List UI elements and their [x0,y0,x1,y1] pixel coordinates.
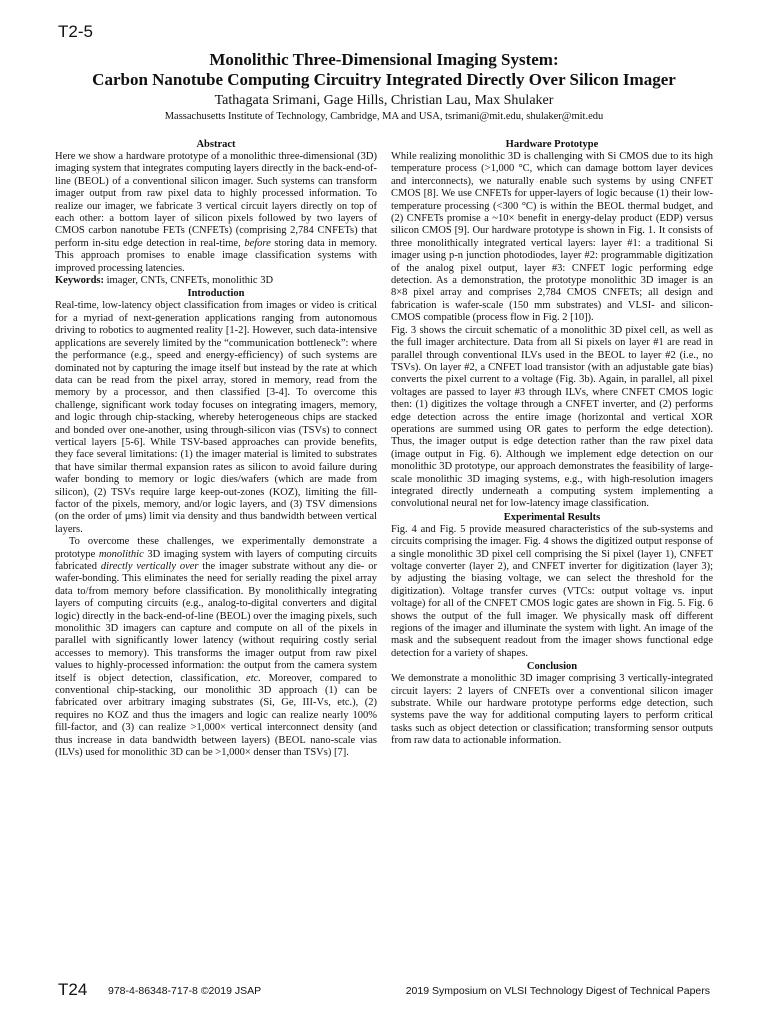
conclusion-paragraph: We demonstrate a monolithic 3D imager comprising 3 vertically-integrated circuit layers: 2 layers of CNFETs over a conventional silicon imager substrate. While our hardware prototype performs edge detection, such systems pave the way for additional computing layers to perform critical tasks such as object detection or classification; transforming sensor outputs from raw data to actionable information. [391,673,713,747]
hardware-paragraph-1: While realizing monolithic 3D is challenging with Si CMOS due to its high temperature process (>1,000 °C, which can damage bottom layer devices and interconnects), we naturally enable such systems by using CNFET CMOS [8]. We use CNFETs for upper-layers of logic because (1) their low-temperature processing (<300 °C) is within the BEOL thermal budget, and (2) CNFETs promise a ~10× benefit in energy-delay product (EDP) versus silicon CMOS [9]. Our hardware prototype is shown in Fig. 1. It consists of three monolithically integrated vertical layers: layer #1: a traditional Si imager using p-n junction photodiodes, layer #2: programmable digitization of the analog pixel output, layer #3: CNFET logic performing edge detection. As a demonstration, the prototype monolithic 3D imager is an 8×8 pixel array and comprises 2,784 CMOS CNFETs; all design and fabrication is wafer-scale (150 mm substrates) and VLSI- and silicon-CMOS compatible (process flow in Fig. 2 [10]). [391,151,713,324]
conclusion-heading: Conclusion [526,661,578,673]
paper-title-line-2: Carbon Nanotube Computing Circuitry Integrated Directly Over Silicon Imager [92,70,676,89]
page-code: T2-5 [58,22,93,41]
hardware-paragraph-2: Fig. 3 shows the circuit schematic of a monolithic 3D pixel cell, as well as the full imager architecture. Data from all Si pixels on layer #1 are read in parallel through conventional ILVs used in the BEOL to layer #2 (i.e., no TSVs). On layer #2, a CNFET load transistor (with an adjustable gate bias) converts the pixel current to a voltage (Fig. 3b). Again, in parallel, all pixel voltages are passed to layer #3 through ILVs, where CNFET CMOS logic then: (1) digitizes the voltage through a CNFET inverter, and (2) performs edge detection across the entire image (horizontal and vertical XOR operations are summed using OR gates to perform the edge detection). Thus, the imager output is edge detection rather than the raw pixel data (image output in Fig. 6). Although we implement edge detection on our monolithic 3D prototype, our approach demonstrates the feasibility of large-scale monolithic 3D imaging systems, e.g., with high-resolution imagers integrated directly underneath a computing system implementing a convolutional neural net for low-latency image classification. [391,324,713,510]
keywords: Keywords: imager, CNTs, CNFETs, monolithic 3D [55,275,274,287]
affiliation: Massachusetts Institute of Technology, Cambridge, MA and USA, tsrimani@mit.edu, shulaker@mit.edu [164,111,604,122]
introduction-paragraph-1: Real-time, low-latency object classification from images or video is critical for a myriad of next-generation applications ranging from autonomous driving to robotics to augmented reality [1-2]. However, such data-intensive applications are severely limited by the “communication bottleneck”: where the performance (e.g., speed and energy-efficiency) of such systems are dominated not by capturing the image itself but instead by the rate at which data can be read from the pixel array, stored in memory, read from the memory by a processor, and then classified [3-4]. To overcome this challenge, significant work today focuses on integrating imagers, memory, and logic through chip-stacking, whereby heterogeneous chips are stacked and bonded over one-another, using through-silicon vias (TSVs) to connect vertical layers [5-6]. While TSV-based approaches can provide benefits, they face several limitations: (1) the imager material is limited to substrates that have similar thermal expansion rates as silicon to avoid failure during wafer bonding to memory or logic dies/wafers (which are made from silicon), (2) TSVs require large keep-out-zones (KOZ), limiting the fill-factor of the pixels, memory, and/or logic layers, and (3) TSV dimensions (on the order of μms) limit via density and thus bandwidth between vertical layers. [55,300,377,535]
footer-conference: 2019 Symposium on VLSI Technology Digest of Technical Papers [405,985,710,997]
authors: Tathagata Srimani, Gage Hills, Christian Lau, Max Shulaker [214,93,554,108]
introduction-heading: Introduction [187,288,245,300]
experimental-paragraph: Fig. 4 and Fig. 5 provide measured characteristics of the sub-systems and circuits comprising the imager. Fig. 4 shows the digitized output response of a single monolithic 3D pixel cell comprising the Si pixel (layer 1), CNFET voltage converter (layer 2), and CNFET inverter for digitization (layer 3); by adjusting the biasing voltage, we can select the threshold for the digitization). Voltage transfer curves (VTCs: output voltage vs. input voltage) for all of the CNFET CMOS logic gates are shown in Fig. 5. Fig. 6 shows the output of the full imager. We physically mask off different regions of the imager and illuminate the system with light. An image of the mask and the subsequent readout from the imager shows functional edge detection for a variety of shapes. [391,523,713,659]
right-column [391,138,713,748]
footer-page-number: T24 [58,980,88,999]
paper-title-line-1: Monolithic Three-Dimensional Imaging System: [209,50,559,69]
abstract-text: Here we show a hardware prototype of a monolithic three-dimensional (3D) imaging system that integrates computing layers directly in the back-end-of-line (BEOL) of a conventional silicon imager. Such systems can transform imager output from raw pixel data to highly processed information. To realize our imager, we fabricate 3 vertical circuit layers directly on top of each other: a bottom layer of silicon pixels followed by two layers of CMOS carbon nanotube FETs (CNFETs) (comprising 2,784 CNFETs) that perform in-situ edge detection in real-time, before storing data in memory. This approach promises to enable image classification systems with improved processing latencies. [55,151,378,274]
hardware-heading: Hardware Prototype [505,139,599,150]
experimental-heading: Experimental Results [503,511,601,523]
introduction-paragraph-2: To overcome these challenges, we experimentally demonstrate a prototype monolithic 3D imaging system with layers of computing circuits fabricated directly vertically over the imager substrate without any die- or wafer-bonding. This eliminates the need for serially reading the pixel array data to/from memory before classification. By monolithically integrating layers of computing circuits (e.g., analog-to-digital converters and digital logic) directly in the back-end-of-line (BEOL) over the imaging pixels, such monolithic 3D imagers can capture and compute on all of the pixels in parallel with significantly lower latency (without requiring costly serial accesses to memory). This transforms the imager output from raw pixel values to highly-processed information: the output from the camera system itself is object detection, classification, etc. Moreover, compared to conventional chip-stacking, our monolithic 3D approach (1) can be fabricated over arbitrary imaging substrates (Si, Ge, III-Vs, etc.), (2) requires no KOZ and thus the imagers and logic can realize nearly 100% fill-factor, and (3) can realize >1,000× vertical interconnect density (and thus increase in data bandwidth between layers) (BEOL nano-scale vias (ILVs) used for monolithic 3D can be >1,000× denser than TSVs) [7]. [55,536,378,759]
footer [58,980,710,1002]
title-block [40,50,728,124]
abstract-heading: Abstract [196,139,236,150]
left-column [55,138,377,760]
footer-isbn: 978-4-86348-717-8 ©2019 JSAP [108,985,262,997]
